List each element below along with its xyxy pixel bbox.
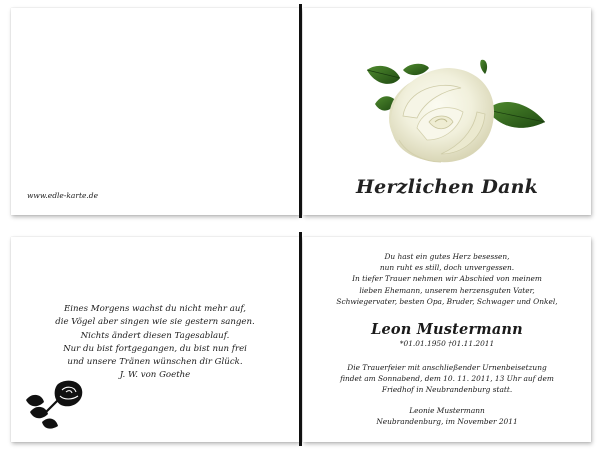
verse-line: In tiefer Trauer nehmen wir Abschied von meinem	[352, 274, 542, 284]
website-text: www.edle-karte.de	[27, 191, 99, 200]
verse-line: Du hast ein gutes Herz besessen,	[384, 252, 510, 261]
deceased-name: Leon Mustermann	[371, 321, 523, 338]
poem-line: und unsere Tränen wünschen dir Glück.	[67, 357, 243, 368]
rose-silhouette-icon	[22, 378, 86, 430]
card-title: Herzlichen Dank	[356, 176, 538, 198]
poem-line: Eines Morgens wachst du nicht mehr auf,	[63, 304, 246, 314]
verse-line: Schwiegervater, besten Opa, Bruder, Schwager und Onkel,	[336, 296, 558, 306]
white-rose-photo	[355, 56, 550, 168]
poem-author: J. W. von Goethe	[119, 370, 191, 381]
ceremony-line: Die Trauerfeier mit anschließender Urnenbeisetzung	[347, 363, 547, 372]
poem-block	[11, 303, 299, 383]
ceremony-line: findet am Sonnabend, dem 10. 11. 2011, 13 Uhr auf dem	[340, 374, 554, 384]
signature-place-date: Neubrandenburg, im November 2011	[376, 417, 518, 427]
verse-block	[303, 251, 591, 307]
signature-name: Leonie Mustermann	[409, 406, 485, 415]
verse-line: lieben Ehemann, unserem herzensguten Vater,	[359, 285, 535, 295]
signature-block	[303, 405, 591, 427]
ceremony-block	[303, 362, 591, 396]
card-back-panel	[11, 8, 299, 215]
life-dates: *01.01.1950 †01.11.2011	[399, 339, 495, 348]
fold-line-bottom	[299, 232, 302, 446]
deceased-block	[303, 321, 591, 349]
poem-line: Nichts ändert diesen Tagesablauf.	[80, 330, 230, 341]
fold-line-top	[299, 4, 302, 218]
poem-line: Nur du bist fortgegangen, du bist nun frei	[63, 343, 247, 354]
ceremony-line: Friedhof in Neubrandenburg statt.	[381, 385, 513, 395]
verse-line: nun ruht es still, doch unvergessen.	[379, 263, 515, 273]
poem-line: die Vögel aber singen wie sie gestern sangen.	[55, 317, 255, 328]
